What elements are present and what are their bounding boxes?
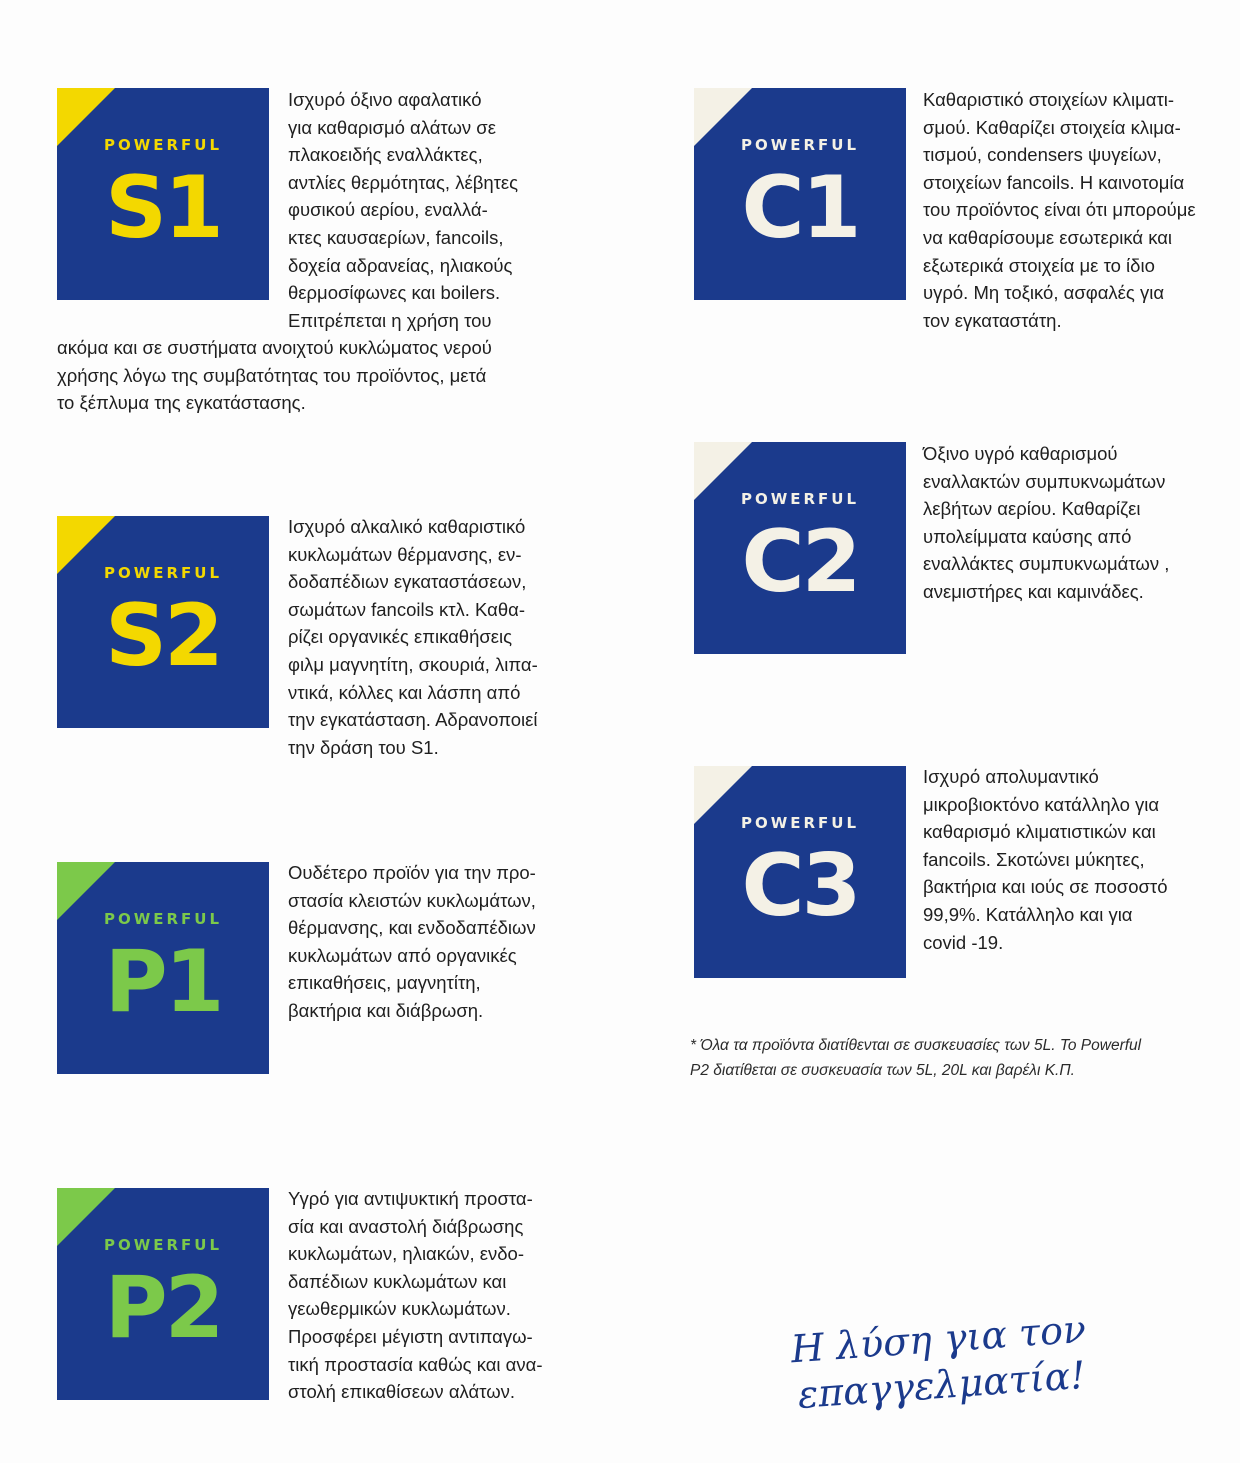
c2-badge bbox=[694, 442, 906, 654]
c2-description: Όξινο υγρό καθαρισμού εναλλακτών συμπυκνωμάτων λεβήτων αερίου. Καθαρίζει υπολείμματα καύσης από εναλλάκτες συμπυκνωμάτων , ανεμιστήρες και καμινάδες. bbox=[923, 443, 1170, 602]
s2-badge bbox=[57, 516, 269, 728]
s1-description-continued: ακόμα και σε συστήματα ανοιχτού κυκλώματος νερού χρήσης λόγω της συμβατότητας του προϊόντος, μετά το ξέπλυμα της εγκατάστασης. bbox=[57, 337, 492, 414]
c2-badge-code: C2 bbox=[741, 512, 859, 612]
c1-badge-label: POWERFUL bbox=[740, 136, 860, 154]
s2-badge-code: S2 bbox=[105, 586, 221, 686]
p2-badge-code: P2 bbox=[104, 1258, 222, 1358]
p2-badge-label: POWERFUL bbox=[103, 1236, 223, 1254]
s2-badge-label: POWERFUL bbox=[103, 564, 223, 582]
c1-badge-code: C1 bbox=[741, 158, 859, 258]
c2-badge-label: POWERFUL bbox=[740, 490, 860, 508]
packaging-footnote: * Όλα τα προϊόντα διατίθενται σε συσκευασίες των 5L. Το Powerful P2 διατίθεται σε συσκευασία των 5L, 20L και βαρέλι Κ.Π. bbox=[690, 1037, 1142, 1079]
p1-badge-label: POWERFUL bbox=[103, 910, 223, 928]
c3-badge bbox=[694, 766, 906, 978]
s1-badge-label: POWERFUL bbox=[103, 136, 223, 154]
s1-description: Ισχυρό όξινο αφαλατικό για καθαρισμό αλάτων σε πλακοειδής εναλλάκτες, αντλίες θερμότητας, λέβητες φυσικού αερίου, εναλλά- κτες καυσαερίων, fancoils, δοχεία αδρανείας, ηλιακούς θερμοσίφωνες και boilers. Επιτρέπεται η χρήση του bbox=[288, 89, 519, 331]
c3-badge-code: C3 bbox=[741, 836, 859, 936]
s2-description: Ισχυρό αλκαλικό καθαριστικό κυκλωμάτων θέρμανσης, εν- δοδαπέδιων εγκαταστάσεων, σωμάτων fancoils κτλ. Καθα- ρίζει οργανικές επικαθήσεις φιλμ μαγνητίτη, σκουριά, λιπα- ντικά, κόλλες και λάσπη από την εγκατάσταση. Αδρανοποιεί την δράση του S1. bbox=[288, 516, 538, 758]
s1-badge-code: S1 bbox=[105, 158, 221, 258]
p1-description: Ουδέτερο προϊόν για την προ- στασία κλειστών κυκλωμάτων, θέρμανσης, και ενδοδαπέδιων κυκλωμάτων από οργανικές επικαθήσεις, μαγνητίτη, βακτήρια και διάβρωση. bbox=[288, 862, 536, 1021]
p1-badge-code: P1 bbox=[104, 932, 222, 1032]
c1-description: Καθαριστικό στοιχείων κλιματι- σμού. Καθαρίζει στοιχεία κλιμα- τισμού, condensers ψυγείων, στοιχείων fancoils. Η καινοτομία του προϊόντος είναι ότι μπορούμε να καθαρίσουμε εσωτερικά και εξωτερικά στοιχεία με το ίδιο υγρό. Μη τοξικό, ασφαλές για τον εγκαταστάτη. bbox=[923, 89, 1196, 331]
p2-badge bbox=[57, 1188, 269, 1400]
slogan: Η λύση για τον επαγγελματία! bbox=[789, 1306, 1088, 1417]
c3-badge-label: POWERFUL bbox=[740, 814, 860, 832]
c1-badge bbox=[694, 88, 906, 300]
p1-badge bbox=[57, 862, 269, 1074]
c3-description: Ισχυρό απολυμαντικό μικροβιοκτόνο κατάλληλο για καθαρισμό κλιματιστικών και fancoils. Σκοτώνει μύκητες, βακτήρια και ιούς σε ποσοστό 99,9%. Κατάλληλο και για covid -19. bbox=[923, 766, 1168, 953]
p2-description: Υγρό για αντιψυκτική προστα- σία και αναστολή διάβρωσης κυκλωμάτων, ηλιακών, ενδο- δαπέδιων κυκλωμάτων και γεωθερμικών κυκλωμάτων. Προσφέρει μέγιστη αντιπαγω- τική προστασία καθώς και ανα- στολή επικαθίσεων αλάτων. bbox=[288, 1188, 543, 1403]
s1-badge bbox=[57, 88, 269, 300]
